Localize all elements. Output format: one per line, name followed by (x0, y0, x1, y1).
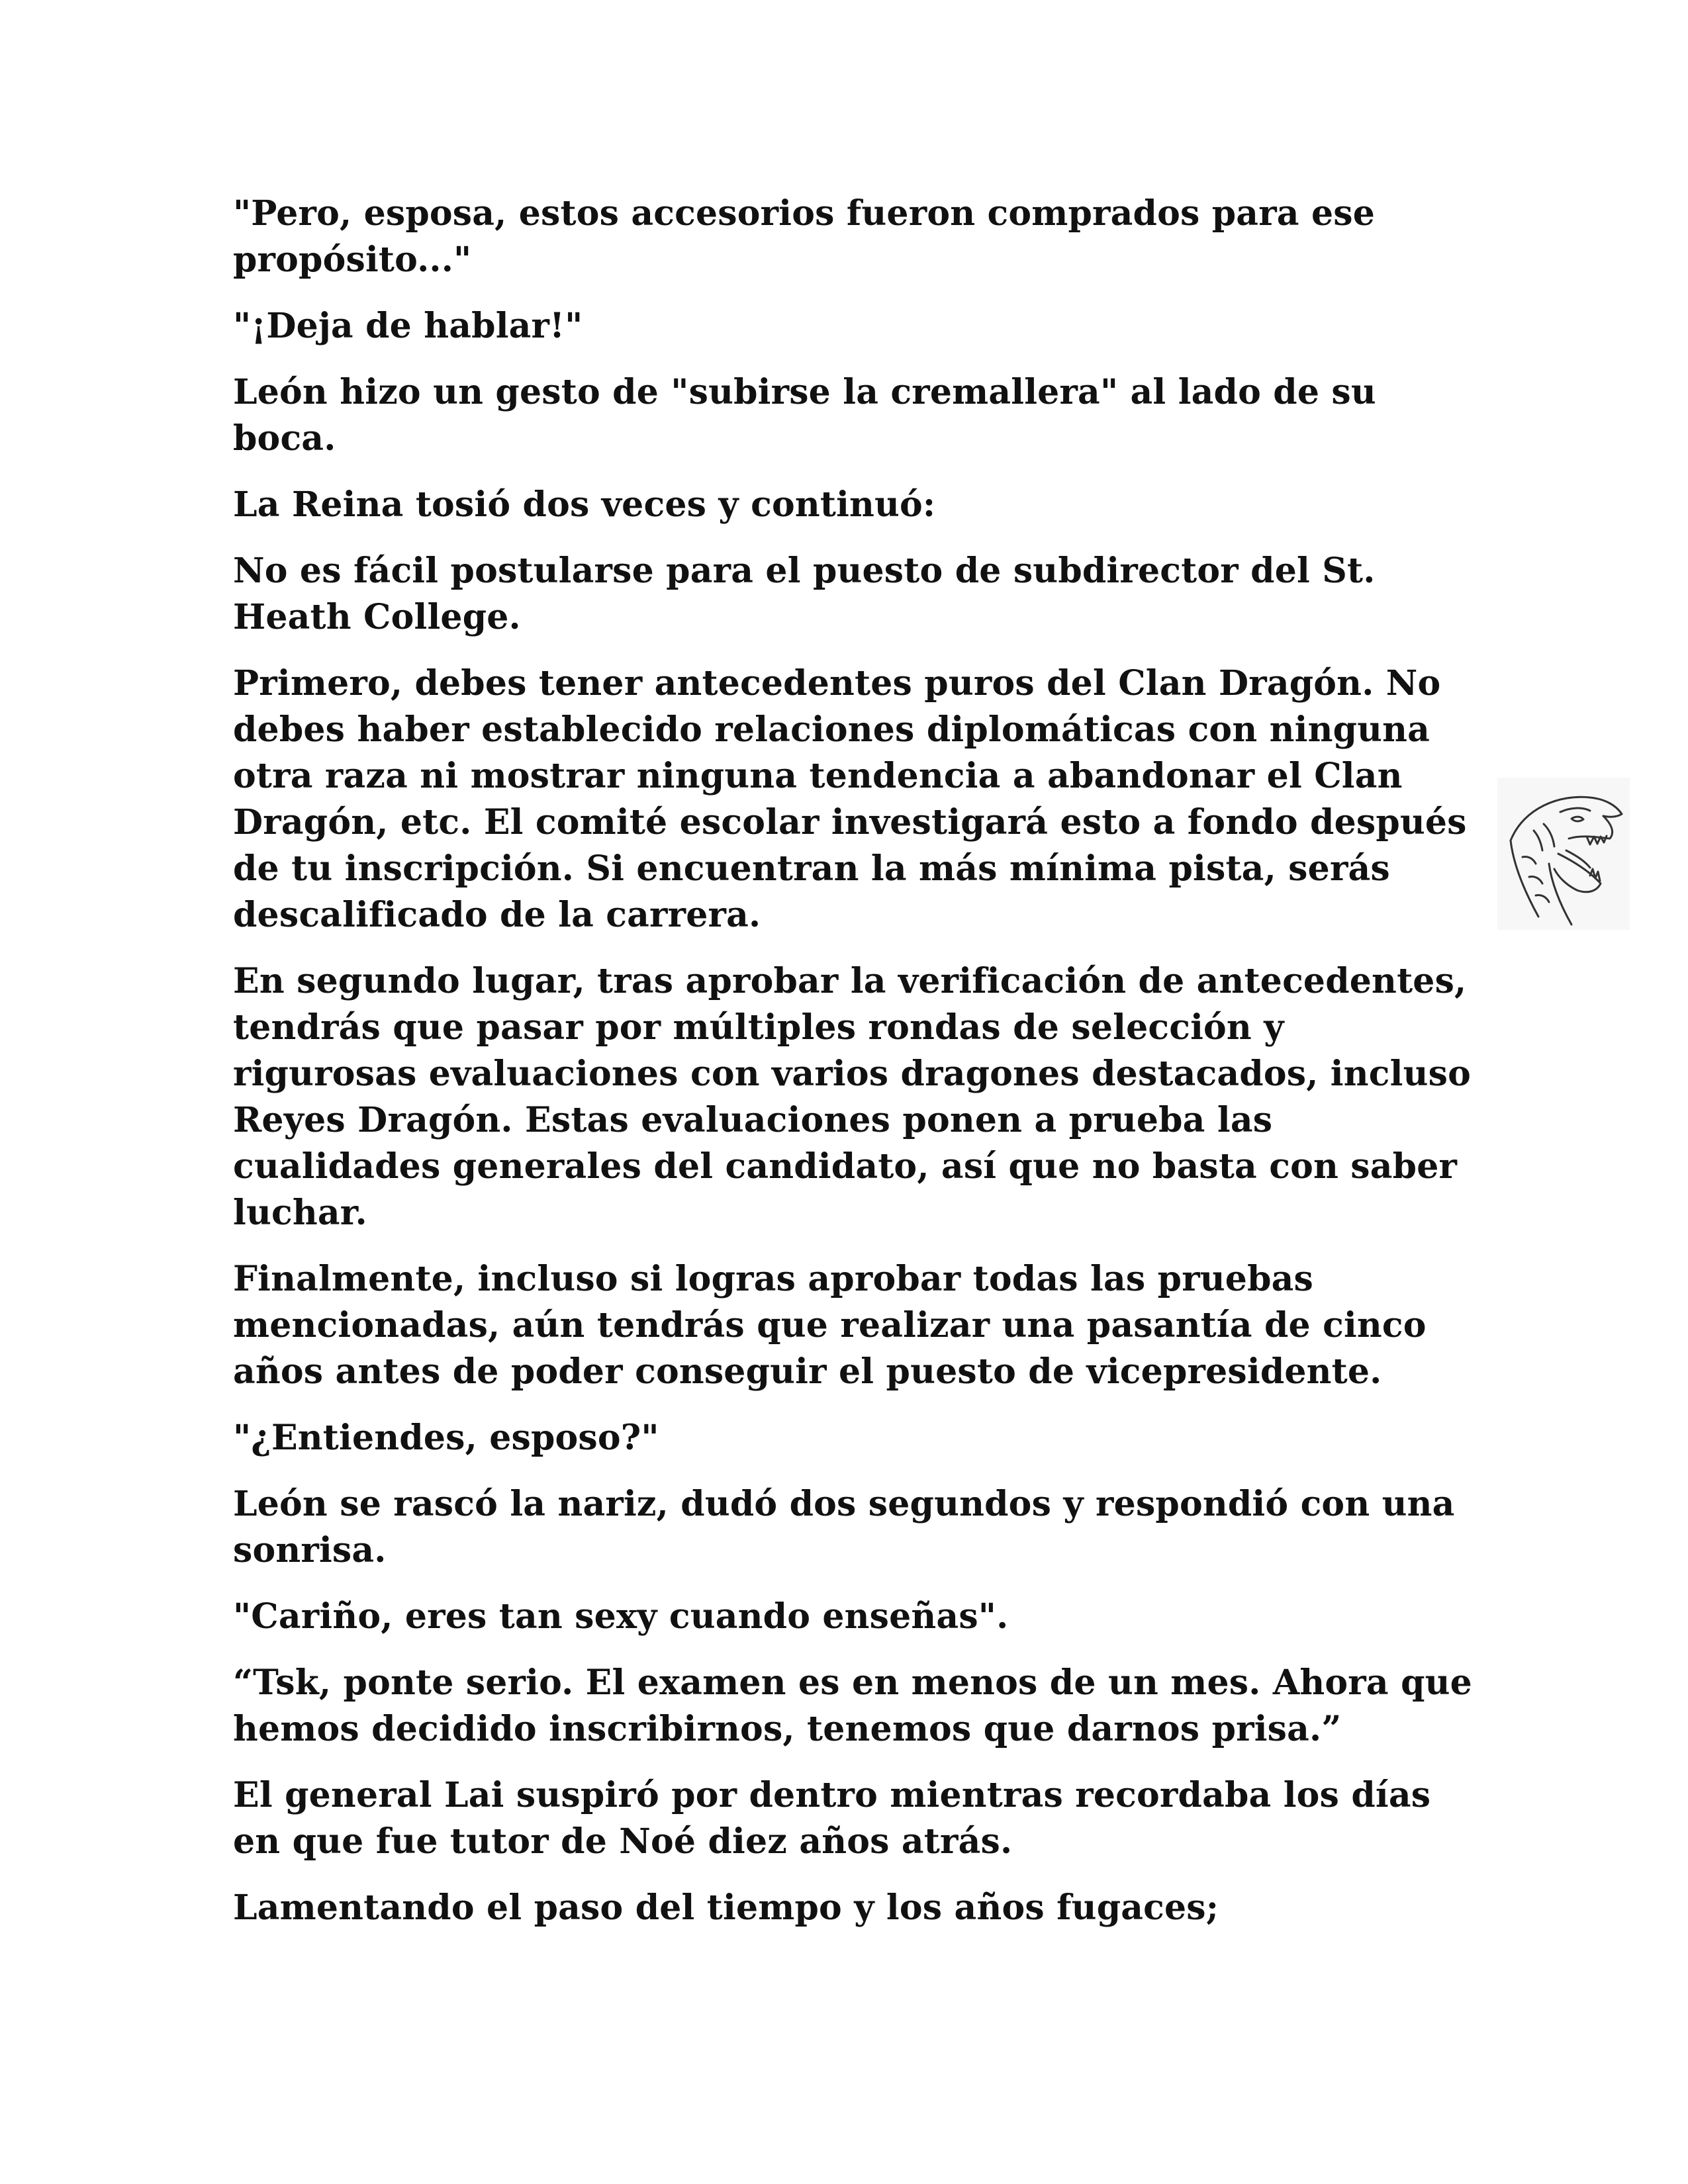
dragon-head-sketch-icon (1497, 778, 1630, 930)
paragraph-9: "¿Entiendes, esposo?" (233, 1418, 659, 1458)
document-body (233, 191, 1477, 1951)
paragraph-5: No es fácil postularse para el puesto de subdirector del St. Heath College. (233, 551, 1376, 637)
paragraph-4: La Reina tosió dos veces y continuó: (233, 484, 936, 525)
paragraph-14: Lamentando el paso del tiempo y los años fugaces; (233, 1888, 1219, 1928)
paragraph-7: En segundo lugar, tras aprobar la verificación de antecedentes, tendrás que pasar por múltiples rondas de selección y rigurosas evaluaciones con varios dragones destacados, incluso Reyes Dragón. Estas evaluaciones ponen a prueba las cualidades generales del candidato, así que no basta con saber luchar. (233, 961, 1471, 1233)
paragraph-12: “Tsk, ponte serio. El examen es en menos de un mes. Ahora que hemos decidido inscribirnos, tenemos que darnos prisa.” (233, 1662, 1472, 1749)
paragraph-6: Primero, debes tener antecedentes puros del Clan Dragón. No debes haber establecido relaciones diplomáticas con ninguna otra raza ni mostrar ninguna tendencia a abandonar el Clan Dragón, etc. El comité escolar investigará esto a fondo después de tu inscripción. Si encuentran la más mínima pista, serás descalificado de la carrera. (233, 663, 1467, 935)
paragraph-11: "Cariño, eres tan sexy cuando enseñas". (233, 1596, 1009, 1637)
paragraph-3: León hizo un gesto de "subirse la cremallera" al lado de su boca. (233, 372, 1376, 459)
paragraph-8: Finalmente, incluso si logras aprobar todas las pruebas mencionadas, aún tendrás que realizar una pasantía de cinco años antes de poder conseguir el puesto de vicepresidente. (233, 1259, 1427, 1392)
paragraph-2: "¡Deja de hablar!" (233, 306, 583, 346)
paragraph-1: "Pero, esposa, estos accesorios fueron comprados para ese propósito..." (233, 193, 1376, 280)
paragraph-13: El general Lai suspiró por dentro mientras recordaba los días en que fue tutor de Noé diez años atrás. (233, 1775, 1431, 1862)
paragraph-10: León se rascó la nariz, dudó dos segundos y respondió con una sonrisa. (233, 1484, 1455, 1570)
